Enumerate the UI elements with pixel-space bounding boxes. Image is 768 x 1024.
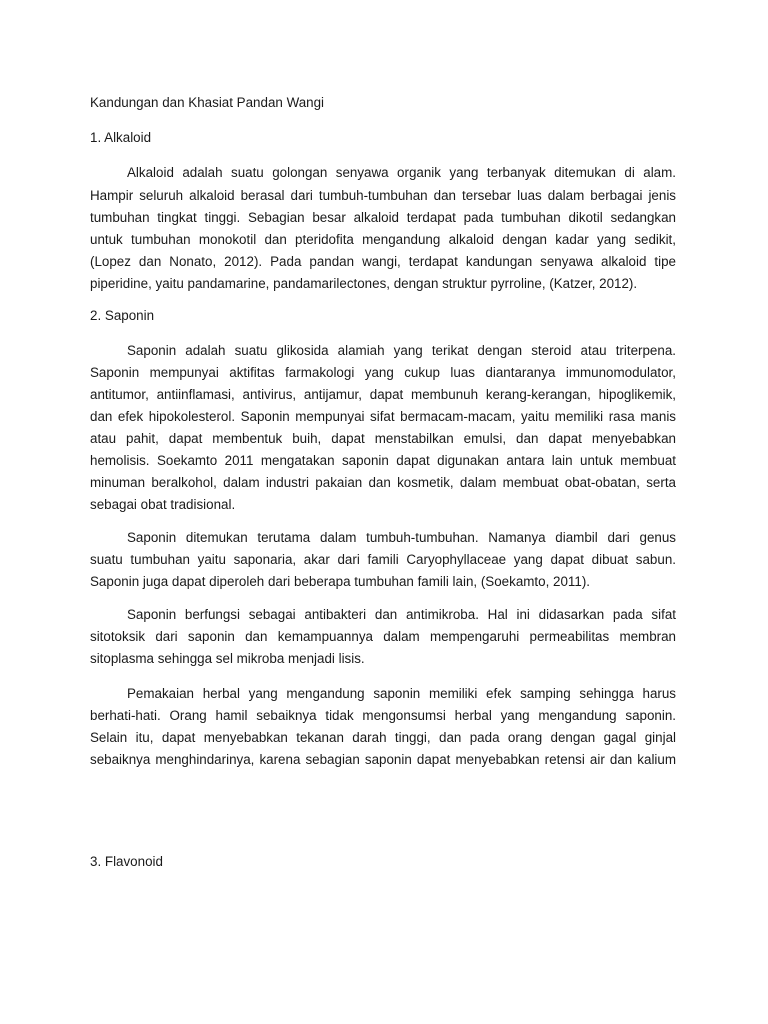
paragraph-line: Selain itu, dapat menyebabkan tekanan darah tinggi, dan pada orang dengan gagal ginjal — [90, 730, 676, 745]
paragraph-line: (Lopez dan Nonato, 2012). Pada pandan wangi, terdapat kandungan senyawa alkaloid tipe — [90, 254, 676, 269]
paragraph-line: Saponin adalah suatu glikosida alamiah yang terikat dengan steroid atau triterpena. — [127, 343, 676, 358]
paragraph-line: Saponin mempunyai aktifitas farmakologi yang cukup luas diantaranya immunomodulator, — [90, 365, 676, 380]
paragraph-line: untuk tumbuhan monokotil dan pteridofita mengandung alkaloid dengan kadar yang sedikit, — [90, 232, 676, 247]
paragraph-line: Saponin berfungsi sebagai antibakteri dan antimikroba. Hal ini didasarkan pada sifat — [127, 607, 676, 622]
paragraph-line: sitotoksik dari saponin dan kemampuannya dalam mempengaruhi permeabilitas membran — [90, 629, 676, 644]
paragraph-line: minuman beralkohol, dalam industri pakaian dan kosmetik, dalam membuat obat-obatan, serta — [90, 475, 676, 490]
paragraph-line: dan efek hipokolesterol. Saponin mempunyai sifat bermacam-macam, yaitu memiliki rasa manis — [90, 409, 676, 424]
section-heading: 1. Alkaloid — [90, 130, 152, 145]
paragraph-line: Alkaloid adalah suatu golongan senyawa organik yang terbanyak ditemukan di alam. — [127, 165, 676, 180]
paragraph-line: tumbuhan tingkat tinggi. Sebagian besar alkaloid terdapat pada tumbuhan dikotil sedangkan — [90, 210, 676, 225]
paragraph-line: Pemakaian herbal yang mengandung saponin memiliki efek samping sehingga harus — [127, 686, 676, 701]
paragraph-line: antitumor, antiinflamasi, antivirus, antijamur, dapat membunuh kerang-kerangan, hipoglikemik, — [90, 387, 676, 402]
paragraph-line: suatu tumbuhan yaitu saponaria, akar dari famili Caryophyllaceae yang dapat dibuat sabun. — [90, 552, 676, 567]
paragraph-line: berhati-hati. Orang hamil sebaiknya tidak mengonsumsi herbal yang mengandung saponin. — [90, 708, 676, 723]
paragraph-line: sebaiknya menghindarinya, karena sebagian saponin dapat menyebabkan retensi air dan kalium — [90, 752, 676, 767]
paragraph-line: sitoplasma sehingga sel mikroba menjadi lisis. — [90, 651, 365, 666]
section-heading: 3. Flavonoid — [90, 854, 163, 869]
paragraph-line: hemolisis. Soekamto 2011 mengatakan saponin dapat digunakan antara lain untuk membuat — [90, 453, 676, 468]
paragraph-line: atau pahit, dapat membentuk buih, dapat menstabilkan emulsi, dan dapat menyebabkan — [90, 431, 676, 446]
document-title: Kandungan dan Khasiat Pandan Wangi — [90, 95, 325, 110]
paragraph-line: Hampir seluruh alkaloid berasal dari tumbuh-tumbuhan dan tersebar luas dalam berbagai jenis — [90, 188, 676, 203]
paragraph-line: piperidine, yaitu pandamarine, pandamarilectones, dengan struktur pyrroline, (Katzer, 2012). — [90, 276, 638, 291]
paragraph-line: sebagai obat tradisional. — [90, 497, 236, 512]
section-heading: 2. Saponin — [90, 308, 155, 323]
paragraph-line: Saponin juga dapat diperoleh dari beberapa tumbuhan famili lain, (Soekamto, 2011). — [90, 574, 590, 589]
paragraph-line: Saponin ditemukan terutama dalam tumbuh-tumbuhan. Namanya diambil dari genus — [127, 530, 676, 545]
